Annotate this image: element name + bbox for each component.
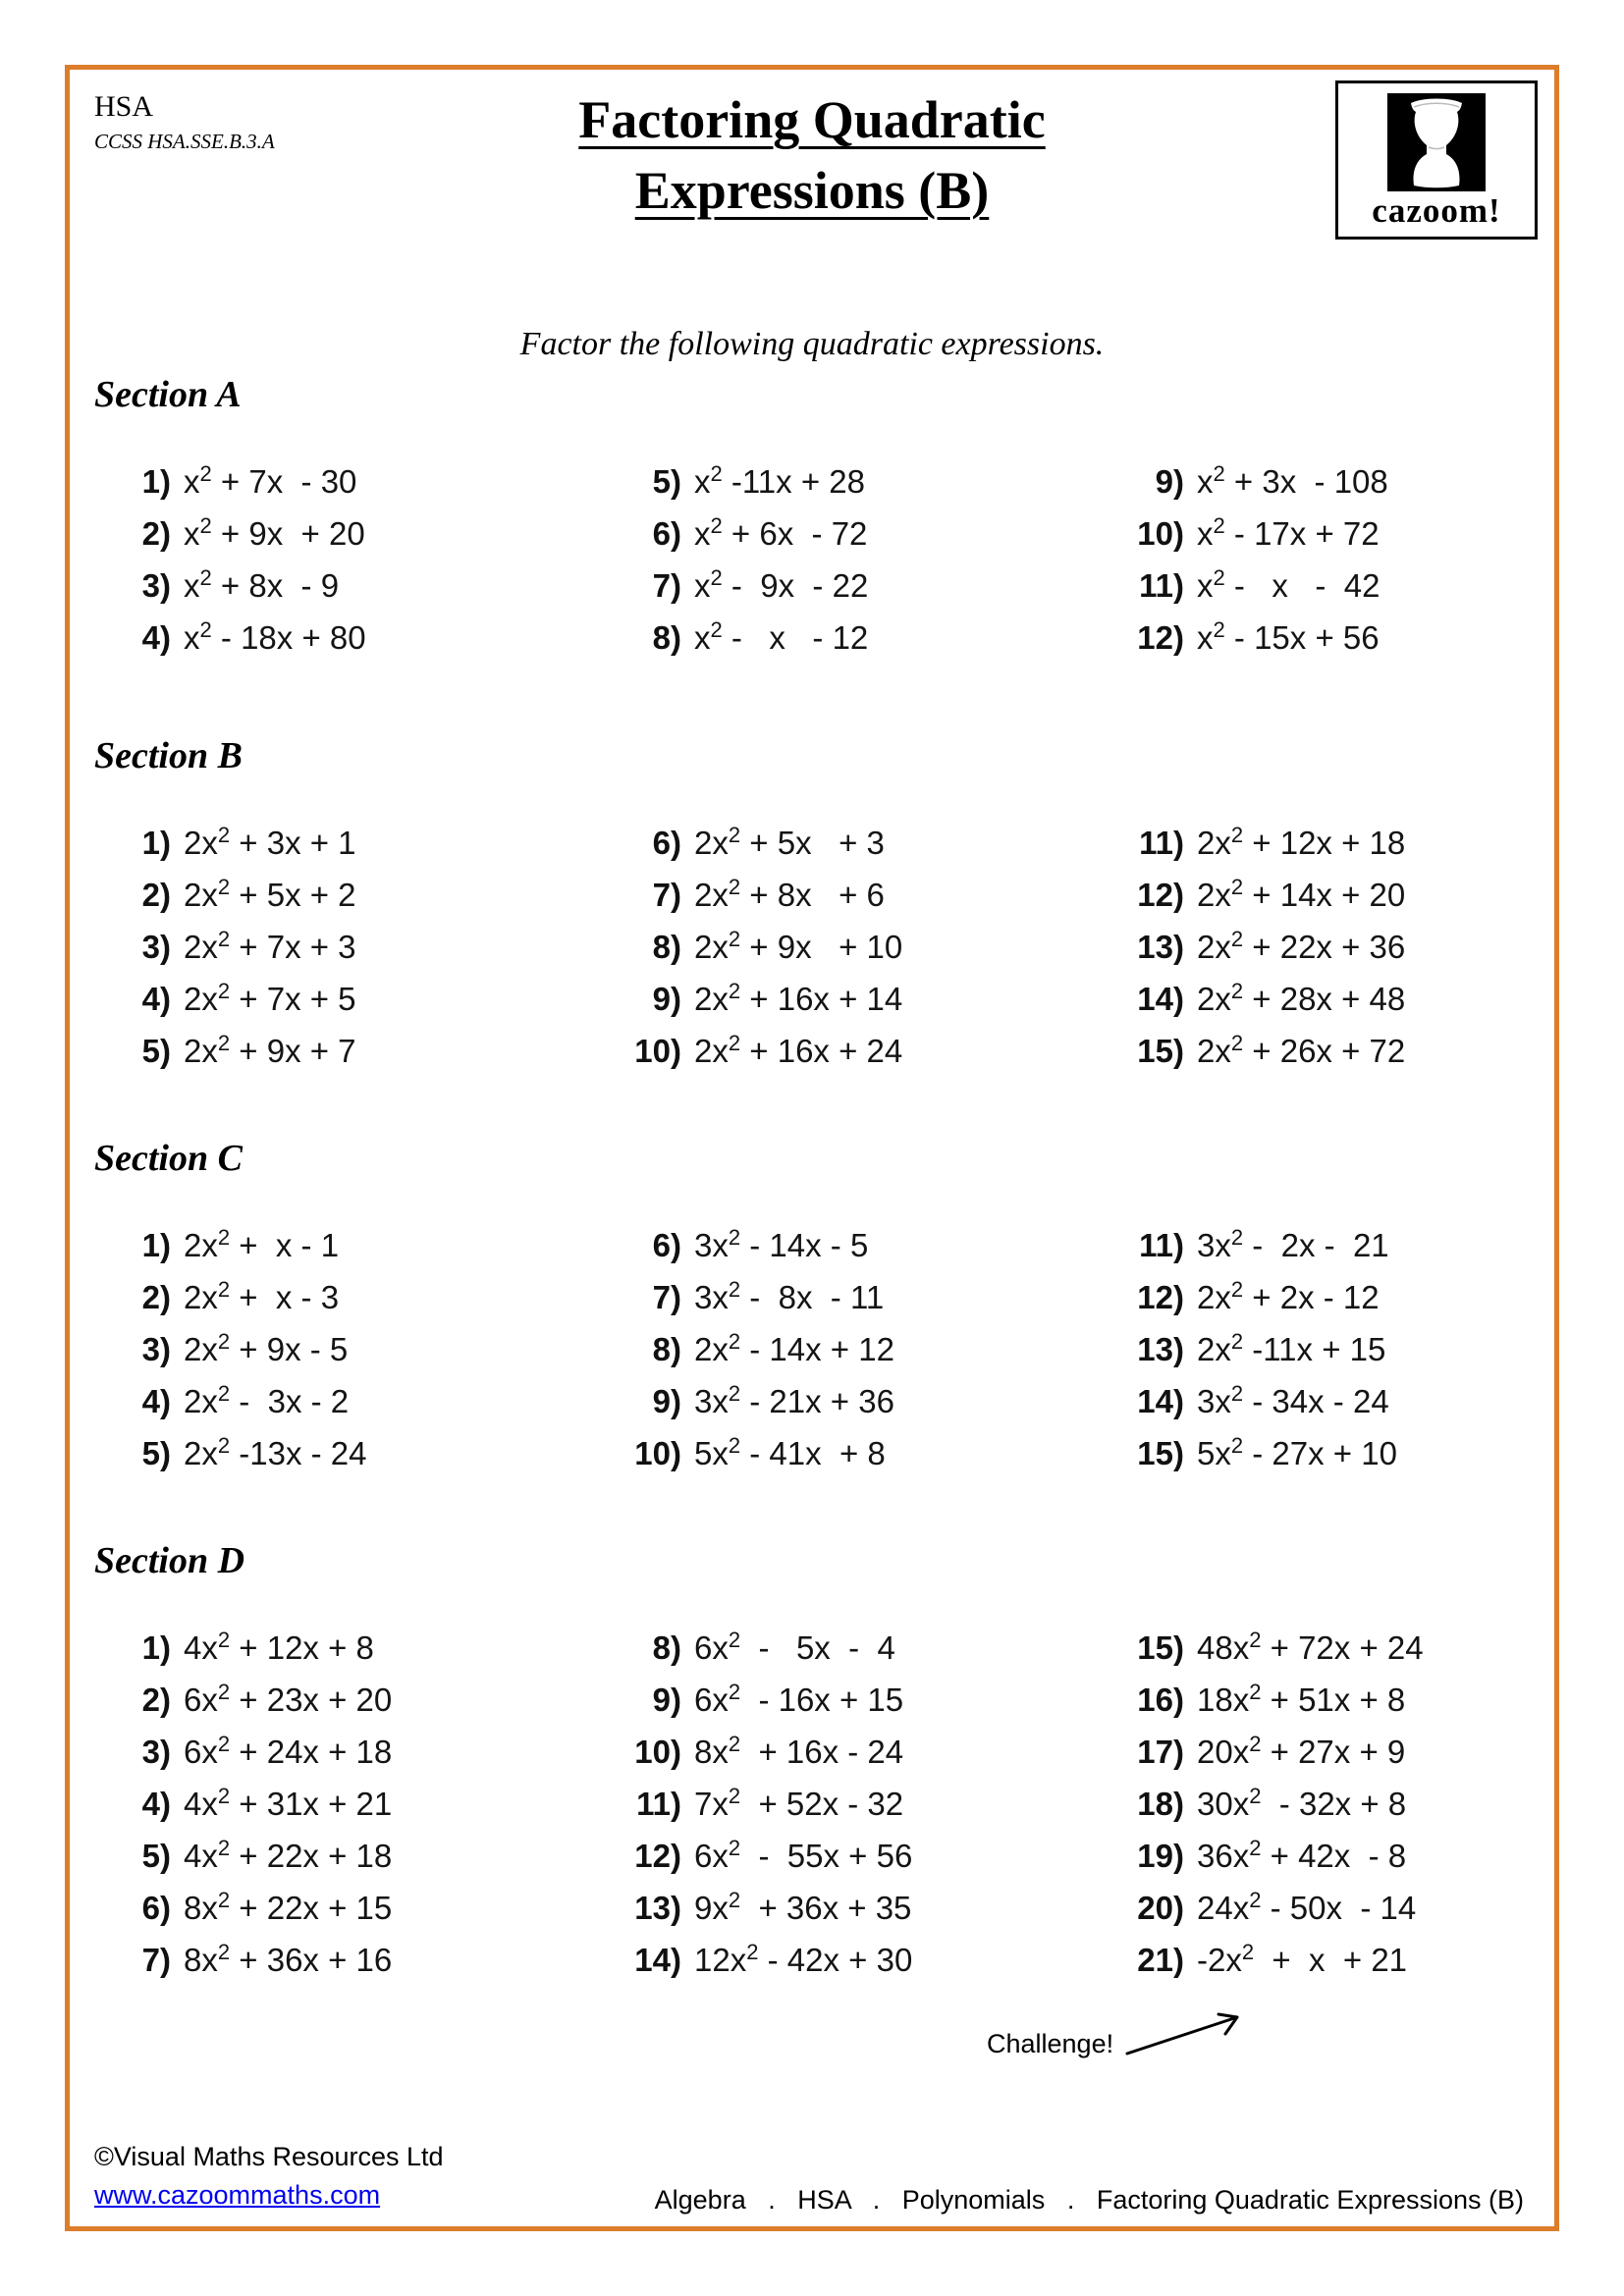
problem-column	[94, 1227, 605, 1487]
page-title-line2: Expressions (B)	[634, 161, 990, 220]
problem-expression: $48x^2 + 72x + 24$	[1197, 1628, 1424, 1666]
problem-number: 14)	[634, 1942, 681, 1978]
problem-number: 10)	[1137, 515, 1184, 552]
problem-expression: $x^2 + 9x + 20$	[184, 513, 365, 552]
problem-item	[94, 1033, 605, 1085]
problem-item	[94, 1279, 605, 1331]
problem-item	[94, 515, 605, 567]
problem-item	[94, 929, 605, 981]
problem-expression: $18x^2 + 51x + 8$	[1197, 1680, 1406, 1718]
problem-expression: $x^2 + 8x - 9$	[184, 565, 340, 604]
problem-expression: $30x^2 - 32x + 8$	[1197, 1784, 1407, 1822]
problem-item	[1108, 981, 1518, 1033]
problem-expression: $2x^2 + 9x + 10$	[694, 927, 903, 965]
problem-expression: $4x^2 + 12x + 8$	[184, 1628, 374, 1666]
problem-expression: $2x^2 + 26x + 72$	[1197, 1031, 1406, 1069]
problem-item	[94, 1629, 605, 1682]
course-code: HSA	[94, 90, 154, 123]
problem-number: 7)	[141, 1942, 171, 1978]
problem-expression: $3x^2 - 14x - 5$	[694, 1225, 869, 1263]
problem-number: 15)	[1137, 1033, 1184, 1069]
problem-item	[605, 1279, 1108, 1331]
problem-column	[605, 825, 1108, 1085]
problem-column	[1108, 463, 1518, 671]
problem-item	[94, 981, 605, 1033]
footer-left	[94, 2142, 444, 2211]
problem-column	[605, 1629, 1108, 1994]
problem-number: 6)	[652, 515, 681, 552]
section-c-items	[94, 1227, 1518, 1487]
problem-item	[605, 463, 1108, 515]
problem-item	[1108, 1629, 1518, 1682]
problem-number: 9)	[652, 1383, 681, 1419]
problem-expression: $8x^2 + 36x + 16$	[184, 1940, 393, 1978]
problem-number: 4)	[141, 981, 171, 1017]
section-c-heading: Section C	[94, 1138, 243, 1179]
problem-number: 18)	[1137, 1786, 1184, 1822]
problem-item	[605, 1227, 1108, 1279]
logo-wordmark: cazoom!	[1372, 191, 1501, 230]
problem-expression: $2x^2 + 14x + 20$	[1197, 875, 1406, 913]
problem-expression: $6x^2 - 55x + 56$	[694, 1836, 913, 1874]
problem-item	[605, 825, 1108, 877]
problem-expression: $2x^2 + 22x + 36$	[1197, 927, 1406, 965]
problem-number: 10)	[634, 1033, 681, 1069]
problem-expression: $6x^2 - 16x + 15$	[694, 1680, 904, 1718]
problem-item	[94, 1227, 605, 1279]
problem-number: 14)	[1137, 1383, 1184, 1419]
problem-expression: $2x^2 - 3x - 2$	[184, 1381, 350, 1419]
problem-number: 6)	[141, 1890, 171, 1926]
problem-expression: $x^2 + 6x - 72$	[694, 513, 868, 552]
problem-number: 9)	[652, 981, 681, 1017]
problem-item	[605, 1629, 1108, 1682]
problem-column	[605, 1227, 1108, 1487]
problem-expression: $8x^2 + 22x + 15$	[184, 1888, 393, 1926]
problem-number: 13)	[634, 1890, 681, 1926]
problem-column	[94, 1629, 605, 1994]
problem-item	[94, 619, 605, 671]
problem-expression: $2x^2 + 3x + 1$	[184, 823, 356, 861]
problem-number: 9)	[1155, 463, 1184, 500]
problem-expression: $2x^2$ -11x + 15	[1197, 1329, 1386, 1367]
challenge-arrow-icon	[1123, 2004, 1251, 2061]
problem-item	[1108, 1682, 1518, 1734]
problem-number: 15)	[1137, 1435, 1184, 1471]
problem-expression: $2x^2 + 12x + 18$	[1197, 823, 1406, 861]
problem-item	[94, 1838, 605, 1890]
page-title	[321, 84, 1303, 226]
problem-number: 1)	[141, 825, 171, 861]
problem-item	[1108, 1331, 1518, 1383]
problem-number: 11)	[1139, 825, 1184, 861]
website-link[interactable]: www.cazoommaths.com	[94, 2180, 381, 2210]
worksheet-instruction: Factor the following quadratic expressions.	[519, 326, 1105, 362]
challenge-label: Challenge!	[987, 2029, 1114, 2058]
problem-item	[605, 1682, 1108, 1734]
problem-number: 12)	[1137, 619, 1184, 656]
problem-expression: $2x^2 + x - 1$	[184, 1225, 340, 1263]
problem-number: 5)	[141, 1838, 171, 1874]
problem-number: 3)	[141, 1331, 171, 1367]
problem-expression: $2x^2 + 28x + 48$	[1197, 979, 1406, 1017]
problem-item	[94, 1331, 605, 1383]
problem-number: 8)	[652, 1331, 681, 1367]
problem-expression: $4x^2 + 31x + 21$	[184, 1784, 393, 1822]
problem-number: 12)	[1137, 1279, 1184, 1315]
problem-item	[94, 567, 605, 619]
problem-expression: $2x^2 - 14x + 12$	[694, 1329, 894, 1367]
problem-number: 10)	[634, 1435, 681, 1471]
problem-number: 11)	[636, 1786, 681, 1822]
page-title-line1: Factoring Quadratic	[578, 90, 1046, 149]
problem-item	[1108, 877, 1518, 929]
problem-expression: $x^2 + 3x - 108$	[1197, 461, 1388, 500]
problem-expression: $2x^2 + 16x + 14$	[694, 979, 903, 1017]
problem-column	[1108, 825, 1518, 1085]
problem-number: 10)	[634, 1734, 681, 1770]
section-d	[94, 1539, 1518, 1994]
problem-number: 6)	[652, 825, 681, 861]
problem-item	[605, 1838, 1108, 1890]
problem-expression: $2x^2 + 8x + 6$	[694, 875, 885, 913]
section-b-items	[94, 825, 1518, 1085]
problem-expression: $4x^2 + 22x + 18$	[184, 1836, 393, 1874]
problem-expression: $2x^2 + 9x - 5$	[184, 1329, 349, 1367]
problem-item	[605, 1383, 1108, 1435]
problem-item	[1108, 1279, 1518, 1331]
problem-item	[605, 1033, 1108, 1085]
problem-item	[1108, 1435, 1518, 1487]
problem-item	[1108, 825, 1518, 877]
problem-item	[1108, 1033, 1518, 1085]
problem-item	[1108, 463, 1518, 515]
problem-item	[94, 825, 605, 877]
ccss-standard: CCSS HSA.SSE.B.3.A	[94, 130, 275, 153]
problem-item	[605, 1890, 1108, 1942]
problem-number: 1)	[141, 1227, 171, 1263]
problem-number: 13)	[1137, 1331, 1184, 1367]
section-d-items	[94, 1629, 1518, 1994]
problem-item	[605, 1786, 1108, 1838]
problem-item	[1108, 515, 1518, 567]
section-a-items	[94, 463, 1518, 671]
problem-expression: $2x^2 + 9x + 7$	[184, 1031, 356, 1069]
problem-number: 7)	[652, 1279, 681, 1315]
problem-number: 6)	[652, 1227, 681, 1263]
problem-column	[1108, 1629, 1518, 1994]
cazoom-logo	[1335, 80, 1538, 240]
problem-number: 5)	[141, 1033, 171, 1069]
problem-number: 2)	[141, 515, 171, 552]
section-c	[94, 1137, 1518, 1487]
problem-number: 7)	[652, 877, 681, 913]
problem-item	[1108, 567, 1518, 619]
problem-number: 20)	[1137, 1890, 1184, 1926]
problem-number: 1)	[141, 463, 171, 500]
problem-item	[1108, 619, 1518, 671]
problem-item	[1108, 929, 1518, 981]
problem-expression: $5x^2 - 27x + 10$	[1197, 1433, 1397, 1471]
problem-expression: $8x^2 + 16x - 24$	[694, 1732, 904, 1770]
problem-number: 7)	[652, 567, 681, 604]
problem-item	[1108, 1227, 1518, 1279]
copyright-text: ©Visual Maths Resources Ltd	[94, 2142, 444, 2171]
drum-icon	[1387, 93, 1486, 191]
problem-item	[605, 1734, 1108, 1786]
problem-item	[94, 1890, 605, 1942]
problem-item	[94, 1682, 605, 1734]
problem-number: 15)	[1137, 1629, 1184, 1666]
problem-expression: $x^2$ - x - 42	[1197, 565, 1380, 604]
problem-item	[94, 463, 605, 515]
problem-number: 12)	[1137, 877, 1184, 913]
problem-number: 11)	[1139, 1227, 1184, 1263]
problem-number: 9)	[652, 1682, 681, 1718]
problem-number: 17)	[1137, 1734, 1184, 1770]
header-left	[94, 90, 275, 154]
problem-expression: $2x^2 + 5x + 3$	[694, 823, 885, 861]
problem-item	[605, 929, 1108, 981]
problem-expression: $36x^2 + 42x - 8$	[1197, 1836, 1407, 1874]
problem-number: 12)	[634, 1838, 681, 1874]
problem-number: 11)	[1139, 567, 1184, 604]
challenge-annotation	[987, 2004, 1251, 2061]
problem-expression: $x^2$ -11x + 28	[694, 461, 865, 500]
problem-item	[94, 877, 605, 929]
problem-item	[1108, 1786, 1518, 1838]
problem-item	[605, 567, 1108, 619]
problem-number: 5)	[141, 1435, 171, 1471]
problem-expression: $2x^2 + 7x + 3$	[184, 927, 356, 965]
problem-item	[1108, 1942, 1518, 1994]
problem-expression: $3x^2 - 8x - 11$	[694, 1277, 885, 1315]
problem-expression: $2x^2$ -13x - 24	[184, 1433, 367, 1471]
problem-expression: $x^2$ - x - 12	[694, 617, 869, 656]
problem-expression: $12x^2 - 42x + 30$	[694, 1940, 913, 1978]
problem-number: 14)	[1137, 981, 1184, 1017]
problem-item	[1108, 1890, 1518, 1942]
problem-number: 4)	[141, 1383, 171, 1419]
problem-expression: $20x^2 + 27x + 9$	[1197, 1732, 1406, 1770]
problem-number: 4)	[141, 619, 171, 656]
problem-expression: $3x^2 - 34x - 24$	[1197, 1381, 1389, 1419]
problem-expression: $2x^2 + 7x + 5$	[184, 979, 356, 1017]
problem-expression: $x^2 - 15x + 56$	[1197, 617, 1380, 656]
problem-number: 2)	[141, 877, 171, 913]
problem-expression: $x^2 + 7x - 30$	[184, 461, 357, 500]
problem-item	[1108, 1838, 1518, 1890]
problem-item	[605, 619, 1108, 671]
problem-item	[94, 1734, 605, 1786]
problem-number: 13)	[1137, 929, 1184, 965]
problem-column	[94, 463, 605, 671]
section-b-heading: Section B	[94, 735, 243, 776]
problem-column	[605, 463, 1108, 671]
problem-expression: $2x^2 + 16x + 24$	[694, 1031, 903, 1069]
problem-item	[605, 515, 1108, 567]
problem-expression: $2x^2 + 2x - 12$	[1197, 1277, 1380, 1315]
problem-expression: $x^2 - 17x + 72$	[1197, 513, 1380, 552]
problem-number: 3)	[141, 929, 171, 965]
problem-number: 2)	[141, 1279, 171, 1315]
problem-expression: $9x^2 + 36x + 35$	[694, 1888, 912, 1926]
problem-number: 5)	[652, 463, 681, 500]
problem-item	[1108, 1734, 1518, 1786]
problem-expression: $3x^2 - 21x + 36$	[694, 1381, 894, 1419]
problem-item	[605, 1331, 1108, 1383]
problem-number: 4)	[141, 1786, 171, 1822]
problem-item	[605, 1942, 1108, 1994]
problem-item	[1108, 1383, 1518, 1435]
problem-number: 8)	[652, 619, 681, 656]
section-d-heading: Section D	[94, 1540, 245, 1581]
problem-number: 8)	[652, 1629, 681, 1666]
problem-number: 19)	[1137, 1838, 1184, 1874]
problem-expression: $6x^2 + 24x + 18$	[184, 1732, 393, 1770]
problem-item	[605, 981, 1108, 1033]
problem-expression: $2x^2 + x - 3$	[184, 1277, 340, 1315]
problem-expression: $x^2 - 18x + 80$	[184, 617, 366, 656]
problem-expression: $6x^2 - 5x - 4$	[694, 1628, 895, 1666]
problem-expression: $6x^2 + 23x + 20$	[184, 1680, 393, 1718]
problem-expression: $5x^2 - 41x + 8$	[694, 1433, 886, 1471]
problem-column	[94, 825, 605, 1085]
problem-number: 3)	[141, 567, 171, 604]
problem-expression: $24x^2 - 50x - 14$	[1197, 1888, 1417, 1926]
problem-number: 1)	[141, 1629, 171, 1666]
problem-item	[94, 1942, 605, 1994]
problem-item	[605, 1435, 1108, 1487]
problem-number: 2)	[141, 1682, 171, 1718]
problem-column	[1108, 1227, 1518, 1487]
problem-expression: $x^2 - 9x - 22$	[694, 565, 869, 604]
problem-item	[94, 1786, 605, 1838]
section-b	[94, 734, 1518, 1085]
problem-expression: $7x^2 + 52x - 32$	[694, 1784, 904, 1822]
problem-expression: $-2x^2 + x + 21$	[1197, 1940, 1408, 1978]
problem-item	[605, 877, 1108, 929]
problem-expression: $3x^2 - 2x - 21$	[1197, 1225, 1389, 1263]
problem-number: 16)	[1137, 1682, 1184, 1718]
problem-number: 21)	[1137, 1942, 1184, 1978]
problem-number: 8)	[652, 929, 681, 965]
section-a-heading: Section A	[94, 374, 242, 415]
problem-item	[94, 1383, 605, 1435]
section-a	[94, 373, 1518, 671]
problem-number: 3)	[141, 1734, 171, 1770]
problem-expression: $2x^2 + 5x + 2$	[184, 875, 356, 913]
problem-item	[94, 1435, 605, 1487]
breadcrumb: Algebra . HSA . Polynomials . Factoring Quadratic Expressions (B)	[654, 2185, 1524, 2215]
